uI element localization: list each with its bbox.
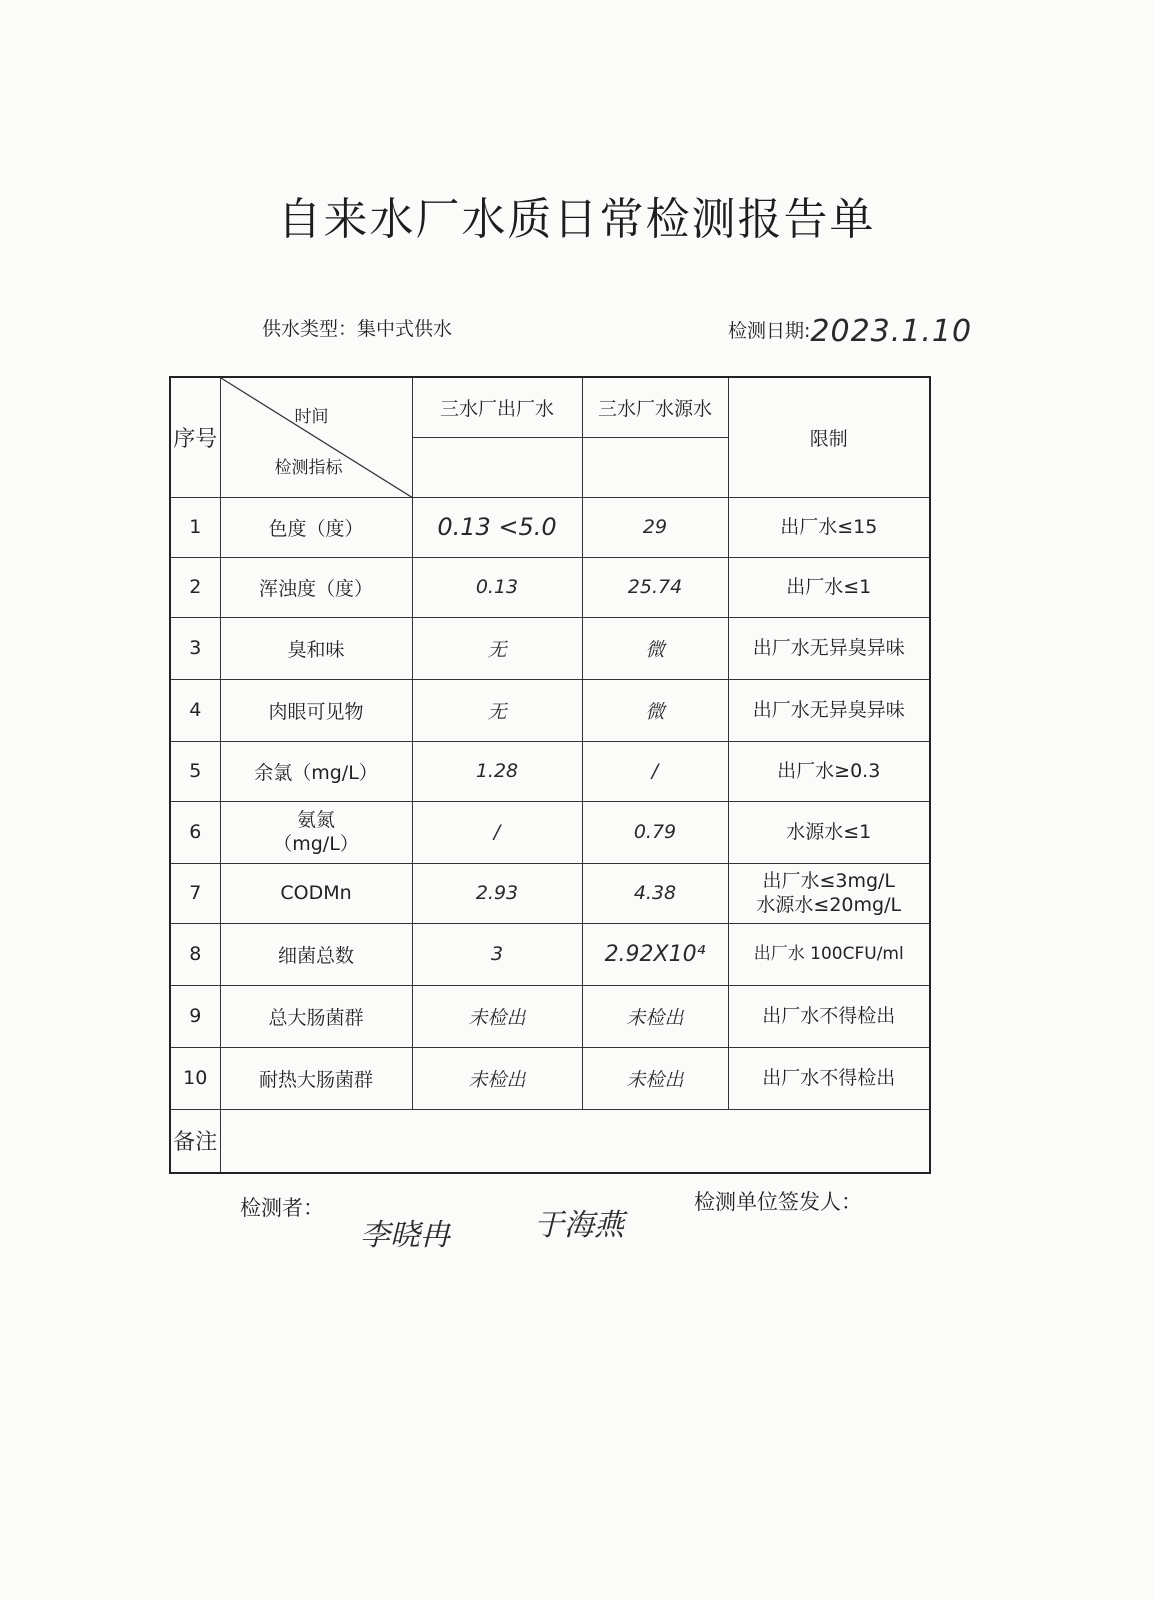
supply-type: 供水类型：集中式供水 — [262, 318, 453, 340]
header-seq: 序号 — [170, 377, 220, 497]
row-limit: 出厂水 100CFU/ml — [728, 923, 930, 985]
table-row — [170, 801, 930, 863]
row-name: 臭和味 — [220, 617, 412, 679]
row-v1: / — [412, 801, 582, 863]
header-col2-blank — [582, 437, 728, 497]
table-row — [170, 497, 930, 557]
row-v2: 微 — [582, 679, 728, 741]
table-row — [170, 741, 930, 801]
row-limit — [728, 863, 930, 923]
header-diagonal-cell — [220, 377, 412, 497]
row-limit: 水源水≤1 — [728, 801, 930, 863]
row-v1: 无 — [412, 617, 582, 679]
row-no: 9 — [170, 985, 220, 1047]
row-v1: 3 — [412, 923, 582, 985]
row-no: 3 — [170, 617, 220, 679]
row-v2: 2.92X10⁴ — [582, 923, 728, 985]
row-name-line1: 氨氮 — [296, 809, 335, 831]
row-no: 10 — [170, 1047, 220, 1109]
row-no: 1 — [170, 497, 220, 557]
row-v1: 0.13 — [412, 557, 582, 617]
table-row — [170, 557, 930, 617]
row-no: 2 — [170, 557, 220, 617]
row-v1: 未检出 — [412, 1047, 582, 1109]
row-name: 浑浊度（度） — [220, 557, 412, 617]
issuer-signature: 于海燕 — [534, 1208, 624, 1243]
row-limit: 出厂水不得检出 — [728, 985, 930, 1047]
row-v1: 2.93 — [412, 863, 582, 923]
table-row — [170, 863, 930, 923]
table-row — [170, 923, 930, 985]
row-limit: 出厂水≤15 — [728, 497, 930, 557]
row-v1: 未检出 — [412, 985, 582, 1047]
row-limit: 出厂水无异臭异味 — [728, 679, 930, 741]
row-name: 肉眼可见物 — [220, 679, 412, 741]
report-table — [169, 376, 931, 1174]
table-row — [170, 1047, 930, 1109]
test-date-value: 2023.1.10 — [810, 314, 973, 349]
row-limit: 出厂水不得检出 — [728, 1047, 930, 1109]
table-row — [170, 617, 930, 679]
row-v2: / — [582, 741, 728, 801]
row-no: 8 — [170, 923, 220, 985]
row-v2: 4.38 — [582, 863, 728, 923]
row-limit: 出厂水≥0.3 — [728, 741, 930, 801]
row-v2: 25.74 — [582, 557, 728, 617]
header-time: 时间 — [294, 407, 329, 427]
header-limit: 限制 — [728, 377, 930, 497]
remark-label: 备注 — [170, 1109, 220, 1173]
row-name-line2: （mg/L） — [273, 833, 359, 855]
row-name: 细菌总数 — [220, 923, 412, 985]
row-limit: 出厂水无异臭异味 — [728, 617, 930, 679]
row-name: 色度（度） — [220, 497, 412, 557]
row-name: 余氯（mg/L） — [220, 741, 412, 801]
row-v1: 0.13 <5.0 — [412, 497, 582, 557]
row-no: 4 — [170, 679, 220, 741]
header-col1: 三水厂出厂水 — [412, 377, 582, 437]
row-v2: 未检出 — [582, 985, 728, 1047]
test-date — [728, 310, 973, 349]
header-col2: 三水厂水源水 — [582, 377, 728, 437]
row-limit-line2: 水源水≤20mg/L — [756, 894, 902, 916]
issuer-label: 检测单位签发人： — [694, 1190, 862, 1214]
row-v2: 0.79 — [582, 801, 728, 863]
diagonal-line — [221, 378, 413, 498]
test-date-label: 检测日期: — [728, 320, 811, 342]
table-row — [170, 985, 930, 1047]
row-v2: 微 — [582, 617, 728, 679]
row-no: 6 — [170, 801, 220, 863]
row-v2: 29 — [582, 497, 728, 557]
row-v2: 未检出 — [582, 1047, 728, 1109]
row-name: 总大肠菌群 — [220, 985, 412, 1047]
row-name — [220, 801, 412, 863]
report-title: 自来水厂水质日常检测报告单 — [277, 194, 876, 245]
row-limit: 出厂水≤1 — [728, 557, 930, 617]
row-no: 7 — [170, 863, 220, 923]
row-no: 5 — [170, 741, 220, 801]
header-col1-blank — [412, 437, 582, 497]
remark-value — [220, 1109, 930, 1173]
tester-label: 检测者： — [240, 1196, 324, 1220]
table-row — [170, 679, 930, 741]
row-limit-line1: 出厂水≤3mg/L — [762, 870, 896, 892]
remark-row — [170, 1109, 930, 1173]
tester-signature: 李晓冉 — [360, 1218, 450, 1253]
row-v1: 无 — [412, 679, 582, 741]
row-v1: 1.28 — [412, 741, 582, 801]
row-name: CODMn — [220, 863, 412, 923]
row-name: 耐热大肠菌群 — [220, 1047, 412, 1109]
header-indicator: 检测指标 — [274, 458, 343, 478]
